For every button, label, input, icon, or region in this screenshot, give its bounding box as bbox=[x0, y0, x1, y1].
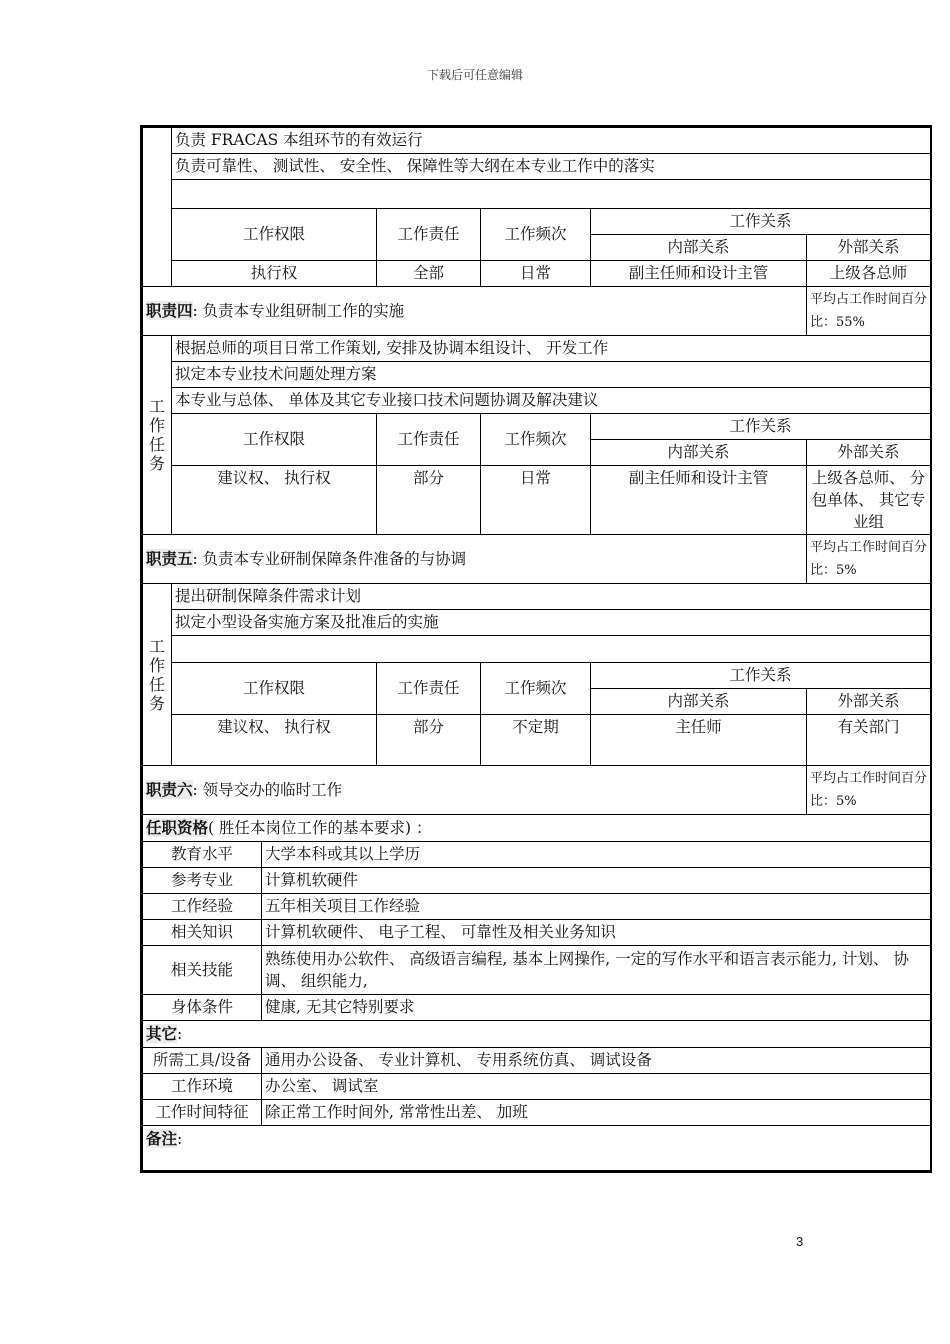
duty5-internal-header: 内部关系 bbox=[591, 689, 807, 715]
qualifications-label: 任职资格 bbox=[146, 818, 209, 837]
duty4-frequency-value: 日常 bbox=[481, 466, 591, 535]
duty3-external-header: 外部关系 bbox=[807, 235, 931, 261]
duty4-relations-header: 工作关系 bbox=[591, 414, 931, 440]
duty5-frequency-header: 工作频次 bbox=[481, 663, 591, 715]
others-heading bbox=[143, 1021, 931, 1048]
others-key: 工作时间特征 bbox=[143, 1100, 262, 1126]
duty5-task-2: 拟定小型设备实施方案及批准后的实施 bbox=[172, 610, 931, 636]
duty4-responsibility-value: 部分 bbox=[377, 466, 481, 535]
duty3-internal-header: 内部关系 bbox=[591, 235, 807, 261]
duty3-internal-value: 副主任师和设计主管 bbox=[591, 261, 807, 287]
duty4-authority-header: 工作权限 bbox=[172, 414, 377, 466]
duty4-responsibility-header: 工作责任 bbox=[377, 414, 481, 466]
others-value: 办公室、 调试室 bbox=[262, 1074, 931, 1100]
duty5-time-share: 平均占工作时间百分比：5% bbox=[807, 535, 931, 584]
duty4-time-share: 平均占工作时间百分比：55% bbox=[807, 287, 931, 336]
qualification-key: 工作经验 bbox=[143, 894, 262, 920]
duty5-external-header: 外部关系 bbox=[807, 689, 931, 715]
qualifications-title: ( 胜任本岗位工作的基本要求) ： bbox=[208, 819, 432, 837]
page-number: 3 bbox=[796, 1234, 804, 1249]
duty3-authority-header: 工作权限 bbox=[172, 209, 377, 261]
qualification-value: 健康, 无其它特别要求 bbox=[262, 995, 931, 1021]
duty3-frequency-header: 工作频次 bbox=[481, 209, 591, 261]
duty4-task-3: 本专业与总体、 单体及其它专业接口技术问题协调及解决建议 bbox=[172, 388, 931, 414]
duty5-internal-value: 主任师 bbox=[591, 715, 807, 766]
job-description-table bbox=[140, 125, 932, 1173]
qualification-value: 计算机软硬件 bbox=[262, 868, 931, 894]
qualification-key: 相关知识 bbox=[143, 920, 262, 946]
others-label: 其它 bbox=[146, 1024, 178, 1043]
qualification-key: 身体条件 bbox=[143, 995, 262, 1021]
qualification-key: 教育水平 bbox=[143, 842, 262, 868]
duty5-side-label: 工作任务 bbox=[143, 584, 172, 766]
duty5-relations-header: 工作关系 bbox=[591, 663, 931, 689]
remarks-suffix: : bbox=[177, 1130, 183, 1148]
duty3-side-cell bbox=[143, 128, 172, 287]
duty3-relations-header: 工作关系 bbox=[591, 209, 931, 235]
duty4-internal-header: 内部关系 bbox=[591, 440, 807, 466]
duty5-responsibility-value: 部分 bbox=[377, 715, 481, 766]
qualification-key: 参考专业 bbox=[143, 868, 262, 894]
duty4-internal-value: 副主任师和设计主管 bbox=[591, 466, 807, 535]
duty4-task-2: 拟定本专业技术问题处理方案 bbox=[172, 362, 931, 388]
qualifications-heading bbox=[143, 815, 931, 842]
duty4-external-header: 外部关系 bbox=[807, 440, 931, 466]
others-key: 工作环境 bbox=[143, 1074, 262, 1100]
duty6-label: 职责六 bbox=[146, 780, 193, 799]
duty6-time-share: 平均占工作时间百分比：5% bbox=[807, 766, 931, 815]
qualification-value: 大学本科或其以上学历 bbox=[262, 842, 931, 868]
duty5-external-value: 有关部门 bbox=[807, 715, 931, 766]
duty3-authority-value: 执行权 bbox=[172, 261, 377, 287]
others-key: 所需工具/设备 bbox=[143, 1048, 262, 1074]
duty4-title: : 负责本专业组研制工作的实施 bbox=[192, 302, 405, 320]
duty3-responsibility-value: 全部 bbox=[377, 261, 481, 287]
others-value: 通用办公设备、 专业计算机、 专用系统仿真、 调试设备 bbox=[262, 1048, 931, 1074]
duty4-heading bbox=[143, 287, 807, 336]
others-value: 除正常工作时间外, 常常性出差、 加班 bbox=[262, 1100, 931, 1126]
duty4-authority-value: 建议权、 执行权 bbox=[172, 466, 377, 535]
qualification-key: 相关技能 bbox=[143, 946, 262, 995]
duty5-responsibility-header: 工作责任 bbox=[377, 663, 481, 715]
duty5-heading bbox=[143, 535, 807, 584]
remarks-cell bbox=[143, 1126, 931, 1171]
duty5-task-3 bbox=[172, 636, 931, 663]
duty5-frequency-value: 不定期 bbox=[481, 715, 591, 766]
duty5-authority-header: 工作权限 bbox=[172, 663, 377, 715]
duty6-heading bbox=[143, 766, 807, 815]
duty3-responsibility-header: 工作责任 bbox=[377, 209, 481, 261]
duty4-task-1: 根据总师的项目日常工作策划, 安排及协调本组设计、 开发工作 bbox=[172, 336, 931, 362]
duty3-frequency-value: 日常 bbox=[481, 261, 591, 287]
page-header-note: 下载后可任意编辑 bbox=[426, 68, 523, 82]
duty4-side-label: 工作任务 bbox=[143, 336, 172, 535]
duty3-task-1: 负责 FRACAS 本组环节的有效运行 bbox=[172, 128, 931, 154]
duty4-label: 职责四 bbox=[146, 301, 193, 320]
duty5-label: 职责五 bbox=[146, 549, 193, 568]
duty3-task-2: 负责可靠性、 测试性、 安全性、 保障性等大纲在本专业工作中的落实 bbox=[172, 154, 931, 180]
qualification-value: 计算机软硬件、 电子工程、 可靠性及相关业务知识 bbox=[262, 920, 931, 946]
duty5-authority-value: 建议权、 执行权 bbox=[172, 715, 377, 766]
duty6-title: : 领导交办的临时工作 bbox=[192, 781, 343, 799]
qualification-value: 五年相关项目工作经验 bbox=[262, 894, 931, 920]
remarks-label: 备注 bbox=[146, 1129, 178, 1148]
duty5-task-1: 提出研制保障条件需求计划 bbox=[172, 584, 931, 610]
others-suffix: : bbox=[177, 1025, 183, 1043]
duty3-external-value: 上级各总师 bbox=[807, 261, 931, 287]
duty4-external-value: 上级各总师、 分包单体、 其它专业组 bbox=[807, 466, 931, 535]
qualification-value: 熟练使用办公软件、 高级语言编程, 基本上网操作, 一定的写作水平和语言表示能力, 计划、 协调、 组织能力, bbox=[262, 946, 931, 995]
duty3-task-3 bbox=[172, 180, 931, 209]
duty4-frequency-header: 工作频次 bbox=[481, 414, 591, 466]
duty5-title: : 负责本专业研制保障条件准备的与协调 bbox=[192, 550, 467, 568]
